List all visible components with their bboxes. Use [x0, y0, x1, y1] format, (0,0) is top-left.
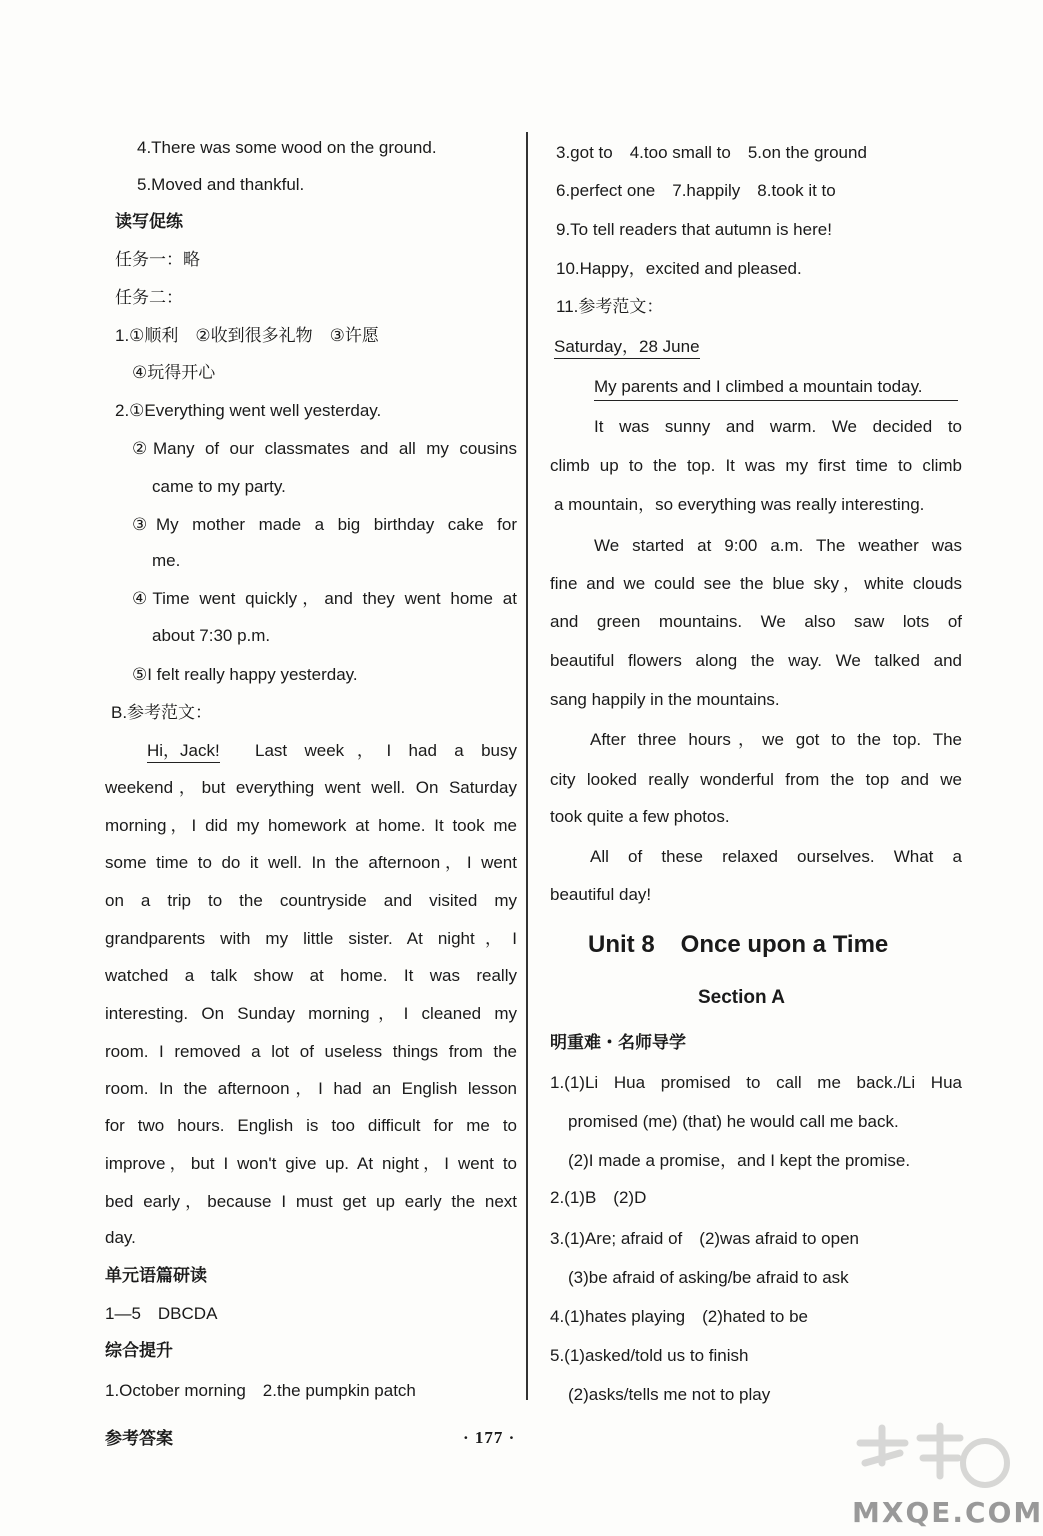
answer-line: 4.There was some wood on the ground. — [137, 138, 437, 157]
answer-line: promised (me) (that) he would call me back. — [568, 1112, 899, 1131]
answer-line: 2.(1)B (2)D — [550, 1188, 647, 1207]
essay-line: climb up to the top. It was my first time to climb — [550, 456, 962, 475]
essay-line: city looked really wonderful from the top and we — [550, 770, 962, 789]
diary-title — [594, 376, 958, 401]
essay-line: some time to do it well. In the afternoon，I went — [105, 853, 517, 872]
answer-line: (3)be afraid of asking/be afraid to ask — [568, 1268, 849, 1287]
footer-label: 参考答案 — [105, 1429, 173, 1448]
answer-line: 1.October morning 2.the pumpkin patch — [105, 1381, 416, 1400]
task-line: 任务一：略 — [115, 250, 200, 269]
essay-line: morning，I did my homework at home. It took me — [105, 816, 517, 835]
essay-line: and green mountains. We also saw lots of — [550, 612, 962, 631]
essay-line: interesting. On Sunday morning，I cleaned my — [105, 1004, 517, 1023]
section-heading: 综合提升 — [105, 1341, 173, 1360]
diary-date-text: Saturday，28 June — [554, 337, 700, 359]
answer-line: (2)asks/tells me not to play — [568, 1385, 771, 1404]
answer-line: 4.(1)hates playing (2)hated to be — [550, 1307, 808, 1326]
letter-greeting — [147, 740, 220, 762]
section-heading: 读写促练 — [115, 212, 183, 231]
answer-line: 3.(1)Are; afraid of (2)was afraid to open — [550, 1229, 859, 1248]
page-number: · 177 · — [463, 1428, 516, 1447]
essay-line: After three hours，we got to the top. The — [590, 730, 962, 749]
answer-line: B.参考范文： — [111, 703, 213, 722]
essay-line: sang happily in the mountains. — [550, 690, 780, 709]
answer-line: 6.perfect one 7.happily 8.took it to — [556, 181, 836, 200]
essay-line: watched a talk show at home. It was really — [105, 966, 517, 985]
unit-title — [588, 931, 914, 959]
answer-line: ②Many of our classmates and all my cousins — [132, 439, 517, 458]
answer-line: 1.①顺利 ②收到很多礼物 ③许愿 — [115, 326, 379, 345]
essay-line: bed early，because I must get up early the next — [105, 1192, 517, 1211]
answer-line: ⑤I felt really happy yesterday. — [132, 665, 358, 684]
answer-line: 5.(1)asked/told us to finish — [550, 1346, 749, 1365]
diary-date — [554, 336, 700, 358]
essay-line: All of these relaxed ourselves. What a — [590, 847, 962, 866]
essay-line: room. In the afternoon，I had an English lesson — [105, 1079, 517, 1098]
answer-line: (2)I made a promise，and I kept the promise. — [568, 1151, 911, 1170]
essay-line: Last week，I had a busy — [255, 741, 517, 760]
essay-line: day. — [105, 1228, 136, 1247]
essay-line: a mountain，so everything was really interesting. — [554, 495, 925, 514]
essay-line: It was sunny and warm. We decided to — [594, 417, 962, 436]
essay-line: on a trip to the countryside and visited my — [105, 891, 517, 910]
answer-line: about 7:30 p.m. — [152, 626, 271, 645]
answer-line: came to my party. — [152, 477, 286, 496]
essay-line: beautiful flowers along the way. We talked and — [550, 651, 962, 670]
answer-line: ③My mother made a big birthday cake for — [132, 515, 517, 534]
essay-line: beautiful day! — [550, 885, 652, 904]
essay-line: room. I removed a lot of useless things from the — [105, 1042, 517, 1061]
answer-line: ④玩得开心 — [132, 363, 216, 382]
diary-title-text: My parents and I climbed a mountain today. — [594, 376, 958, 401]
essay-line: for two hours. English is too difficult for me to — [105, 1116, 517, 1135]
greeting-text: Hi，Jack! — [147, 741, 220, 763]
unit-name: Once upon a Time — [680, 931, 889, 958]
answer-line: 1—5 DBCDA — [105, 1304, 218, 1323]
essay-line: improve，but I won't give up. At night，I went to — [105, 1154, 517, 1173]
essay-line: We started at 9:00 a.m. The weather was — [594, 536, 962, 555]
column-divider — [526, 132, 528, 1400]
answer-line: 9.To tell readers that autumn is here! — [556, 220, 832, 239]
essay-line: grandparents with my little sister. At night，I — [105, 929, 517, 948]
section-title: Section A — [698, 987, 785, 1008]
essay-line: weekend，but everything went well. On Saturday — [105, 778, 517, 797]
watermark-text: MXQE.COM — [852, 1496, 1043, 1529]
answer-line: 2.①Everything went well yesterday. — [115, 401, 382, 420]
section-heading: 单元语篇研读 — [105, 1266, 207, 1285]
answer-line: me. — [152, 551, 181, 570]
answer-line: 10.Happy，excited and pleased. — [556, 259, 802, 278]
task-line: 任务二： — [115, 288, 183, 307]
essay-line: took quite a few photos. — [550, 807, 730, 826]
section-heading: 明重难・名师导学 — [550, 1033, 686, 1052]
answer-line: 3.got to 4.too small to 5.on the ground — [556, 143, 867, 162]
unit-number: Unit 8 — [588, 931, 655, 958]
answer-line: 1.(1)Li Hua promised to call me back./Li Hua — [550, 1073, 962, 1092]
essay-line: fine and we could see the blue sky，white clouds — [550, 574, 962, 593]
answer-line: 5.Moved and thankful. — [137, 175, 305, 194]
answer-line: ④Time went quickly，and they went home at — [132, 589, 517, 608]
answer-line: 11.参考范文： — [556, 297, 664, 316]
